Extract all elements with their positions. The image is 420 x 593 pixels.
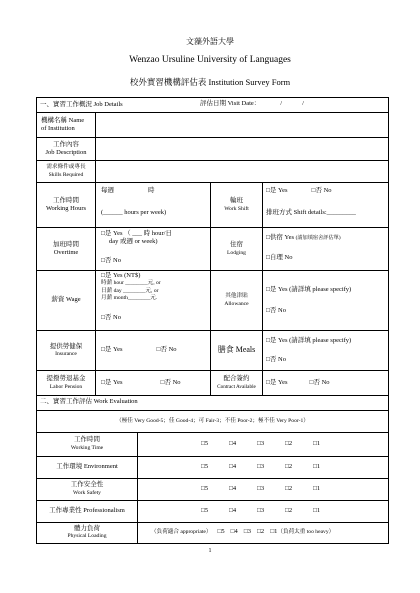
wage-value: [96, 271, 211, 331]
lodging-value: [263, 228, 389, 271]
physical-loading-left-note: （負荷適合 appropriate）: [151, 529, 212, 536]
skills-required-value: [96, 161, 389, 183]
contract-no-option: □否 No: [309, 378, 330, 386]
work-safety-rating: [138, 478, 389, 500]
work-safety-label-en: Work Safety: [73, 489, 101, 496]
page-number: 1: [208, 548, 212, 554]
insurance-label-zh: 提供勞健保: [49, 342, 83, 350]
wage-no-option: □否 No: [101, 314, 121, 322]
contract-label-zh: 配合簽約: [223, 375, 250, 383]
job-description-label-zh: 工作內容: [53, 140, 79, 148]
work-shift-value: [263, 183, 389, 228]
rating-option: □1: [313, 506, 321, 514]
overtime-value: [96, 228, 211, 271]
rating-option: □5: [201, 439, 209, 447]
institution-name-label-line: 機構名稱 Name: [41, 116, 85, 124]
work-safety-label-zh: 工作安全性: [70, 481, 104, 489]
working-hours-value: [96, 183, 211, 228]
rating-option: □3: [257, 462, 265, 470]
work-evaluation-table: [36, 395, 389, 544]
allowance-label-en: Allowance: [224, 300, 249, 307]
skills-required-label: [37, 161, 96, 183]
rating-option: □4: [229, 484, 237, 492]
overtime-label-en: Overtime: [53, 249, 79, 256]
institution-name-label: [37, 113, 96, 138]
work-evaluation-header-row: [37, 395, 389, 410]
lodging-yes-note: (請加填宿舍評估單): [295, 235, 341, 241]
wage-label-text: 薪資 Wage: [51, 296, 81, 304]
lodging-yes-label: □供宿 Yes: [266, 234, 295, 241]
overtime-label: [37, 228, 96, 271]
rating-option: □1: [313, 462, 321, 470]
rating-legend: （極佳 Very Good-5；佳 Good-4；可 Fair-3；不佳 Poor-2；極不佳 Very Poor-1）: [116, 417, 309, 424]
visit-date-label: 評估日期 Visit Date：: [200, 100, 261, 107]
professionalism-rating: [138, 500, 389, 522]
physical-loading-right-note: （負荷太重 too heavy）: [277, 529, 335, 536]
meals-value: [263, 331, 389, 371]
lodging-label-en: Lodging: [227, 249, 246, 256]
rating-option: □3: [257, 439, 265, 447]
rating-option: □1: [313, 484, 321, 492]
meals-no-option: □否 No: [266, 355, 286, 363]
professionalism-label: [37, 500, 138, 522]
rating-option: □2: [285, 506, 293, 514]
job-details-table: [36, 97, 389, 396]
rating-option: □2: [285, 484, 293, 492]
overtime-no-option: □否 No: [101, 256, 121, 264]
section-heading-job-details: 一、實習工作概況 Job Details: [40, 100, 123, 108]
environment-label-text: 工作環境 Environment: [56, 462, 118, 470]
meals-yes-option: □是 Yes (請詳填 please specify): [266, 337, 352, 345]
rating-option: □5: [217, 528, 225, 536]
labor-pension-label-zh: 提撥勞退基金: [46, 375, 86, 383]
visit-date: [200, 100, 304, 108]
rating-option: □3: [257, 484, 265, 492]
physical-loading-label-en: Physical Loading: [67, 533, 107, 540]
insurance-yes-option: □是 Yes: [101, 346, 123, 354]
rating-option: □3: [243, 528, 251, 536]
allowance-yes-option: □是 Yes (請詳填 please specify): [266, 286, 352, 294]
work-safety-label: [37, 478, 138, 500]
visit-date-separator: /: [302, 100, 304, 107]
lodging-no-option: □自理 No: [266, 254, 293, 262]
form-title: 校外實習機構評估表 Institution Survey Form: [129, 77, 291, 87]
rating-option: □2: [285, 439, 293, 447]
institution-name-value: [96, 113, 389, 138]
overtime-yes-option: □是 Yes （ ___ 時 hour/日: [101, 230, 172, 237]
professionalism-label-text: 工作專業性 Professionalism: [49, 506, 125, 514]
rating-option: □4: [229, 462, 237, 470]
visit-date-separator: /: [280, 100, 283, 107]
wage-yes-option: □是 Yes (NT$): [101, 272, 141, 279]
working-hours-label: [37, 183, 96, 228]
work-shift-label: [211, 183, 263, 228]
physical-loading-rating: [138, 522, 389, 543]
wage-label: [37, 271, 96, 331]
working-time-label-en: Working Time: [70, 444, 104, 451]
rating-option: □5: [201, 506, 209, 514]
rating-option: □4: [230, 528, 238, 536]
allowance-value: [263, 271, 389, 331]
job-description-label: [37, 138, 96, 161]
environment-label: [37, 456, 138, 478]
insurance-no-option: □否 No: [156, 346, 177, 354]
working-time-label: [37, 432, 138, 456]
contract-label: [211, 371, 263, 396]
university-name-zh: 文藻外語大學: [186, 37, 234, 46]
work-shift-label-zh: 輪班: [230, 197, 243, 205]
environment-rating: [138, 456, 389, 478]
wage-monthly-field: 月薪 month________元.: [101, 294, 158, 301]
skills-required-label-en: Skills Required: [48, 171, 84, 178]
per-week-prefix: 每週: [101, 187, 114, 194]
rating-option: □4: [229, 439, 237, 447]
job-description-label-en: Job Description: [45, 149, 87, 156]
overtime-period-field: day 或週 or week): [109, 238, 158, 246]
labor-pension-no-option: □否 No: [160, 378, 181, 386]
institution-name-label-line: of Institution: [41, 125, 75, 132]
wage-hourly-field: 時薪 hour ________元, or: [101, 280, 161, 287]
allowance-no-option: □否 No: [266, 306, 286, 314]
rating-option: □4: [229, 506, 237, 514]
rating-option: □2: [285, 462, 293, 470]
hours-per-week-field: (______ hours per week): [101, 209, 167, 217]
working-hours-label-zh: 工作時間: [53, 196, 79, 204]
rating-option: □1: [313, 439, 321, 447]
meals-label-text: 膳食 Meals: [217, 345, 256, 355]
per-week-suffix: 時: [148, 187, 155, 194]
labor-pension-value: [96, 371, 211, 396]
labor-pension-yes-option: □是 Yes: [101, 378, 123, 386]
work-shift-no-option: □否 No: [311, 187, 332, 194]
rating-option: □5: [201, 484, 209, 492]
physical-loading-label: [37, 522, 138, 543]
contract-value: [263, 371, 389, 396]
insurance-value: [96, 331, 211, 371]
labor-pension-label-en: Labor Pension: [49, 383, 83, 390]
wage-daily-field: 日薪 day ________元, or: [101, 287, 159, 294]
work-shift-label-en: Work Shift: [224, 205, 249, 212]
working-hours-label-en: Working Hours: [45, 205, 87, 212]
section-heading-work-evaluation: 二、實習工作評估 Work Evaluation: [40, 398, 138, 406]
insurance-label-en: Insurance: [55, 351, 77, 358]
job-description-value: [96, 138, 389, 161]
university-name-en: Wenzao Ursuline University of Languages: [129, 55, 291, 65]
shift-details-field: 排班方式 Shift details:_________: [266, 209, 356, 217]
lodging-yes-option: [266, 234, 385, 242]
meals-label: [211, 331, 263, 371]
working-time-rating: [138, 432, 389, 456]
working-time-label-zh: 工作時間: [74, 436, 100, 444]
contract-yes-option: □是 Yes: [266, 378, 288, 386]
insurance-label: [37, 331, 96, 371]
skills-required-label-zh: 需求條件或專長: [46, 164, 86, 171]
allowance-label-zh: 其他津貼: [225, 293, 248, 300]
rating-option: □5: [201, 462, 209, 470]
lodging-label: [211, 228, 263, 271]
allowance-label: [211, 271, 263, 331]
contract-label-en: Contract Available: [217, 383, 256, 390]
work-shift-yes-option: □是 Yes: [266, 187, 288, 194]
lodging-label-zh: 住宿: [230, 241, 243, 249]
rating-option: □1: [270, 528, 278, 536]
job-details-header-row: [37, 98, 389, 113]
rating-option: □2: [257, 528, 265, 536]
rating-legend-row: [37, 410, 389, 432]
physical-loading-label-zh: 體力負荷: [74, 524, 100, 532]
rating-option: □3: [257, 506, 265, 514]
overtime-label-zh: 加班時間: [53, 240, 79, 248]
labor-pension-label: [37, 371, 96, 396]
